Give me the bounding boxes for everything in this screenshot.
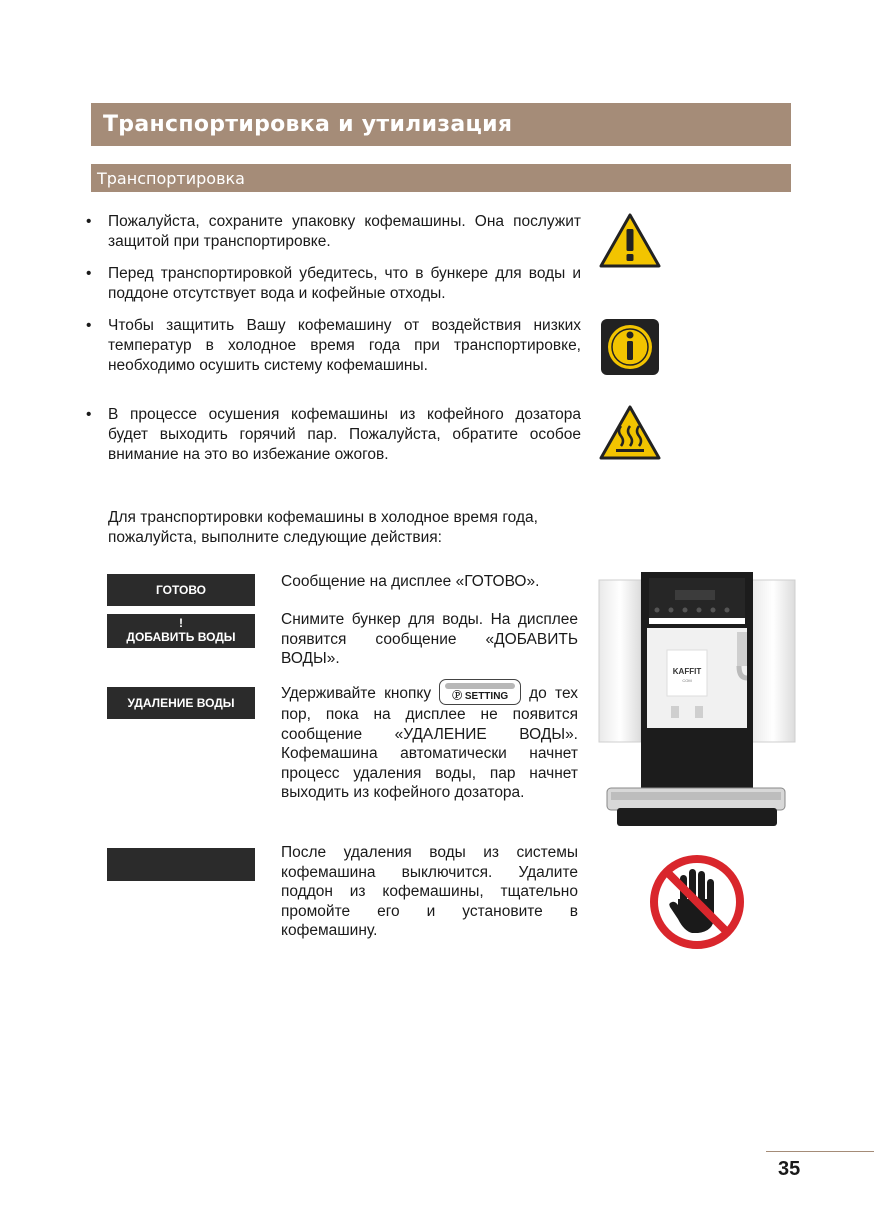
bullet-marker: • <box>86 406 92 423</box>
page-number-rule <box>766 1151 874 1152</box>
bullet-item <box>86 212 581 252</box>
info-icon <box>600 318 660 376</box>
step-4-text: После удаления воды из системы кофемашина выключится. Удалите поддон из кофемашины, тщательно промойте его и установите в кофемашину. <box>281 844 578 939</box>
intro-text: Для транспортировки кофемашины в холодное время года, пожалуйста, выполните следующие действия: <box>108 509 538 546</box>
display-remove-water: УДАЛЕНИЕ ВОДЫ <box>107 687 255 719</box>
no-touch-icon <box>648 853 746 951</box>
bullet-text: Пожалуйста, сохраните упаковку кофемашины. Она послужит защитой при транспортировке. <box>108 213 581 250</box>
step-3-before: Удерживайте кнопку <box>281 685 432 703</box>
setting-icon: Ⓟ <box>452 691 465 702</box>
bullet-marker: • <box>86 317 92 334</box>
step-2-text: Снимите бункер для воды. На дисплее появится сообщение «ДОБАВИТЬ ВОДЫ». <box>281 611 578 667</box>
section-title: Транспортировка и утилизация <box>91 103 791 146</box>
warning-icon <box>598 212 662 270</box>
display-alert-mark: ! <box>179 616 183 630</box>
bullet-item <box>86 405 581 465</box>
subsection-title: Транспортировка <box>91 164 791 192</box>
display-add-water-label: ДОБАВИТЬ ВОДЫ <box>126 630 236 644</box>
display-add-water <box>107 614 255 648</box>
bullet-text: Чтобы защитить Вашу кофемашину от воздействия низких температур в холодное время года при транспортировке, необходимо осушить систему кофемашины. <box>108 317 581 374</box>
display-ready: ГОТОВО <box>107 574 255 606</box>
hot-steam-icon <box>598 404 662 462</box>
step-1-text: Сообщение на дисплее «ГОТОВО». <box>281 573 540 590</box>
bullet-item <box>86 316 581 376</box>
step-3-after: до тех пор, пока на дисплее не появится сообщение «УДАЛЕНИЕ ВОДЫ». Кофемашина автоматически начнет процесс удаления воды, пар начнет выходить из кофейного дозатора. <box>281 685 578 801</box>
machine-brand: KAFFIT <box>672 667 702 676</box>
coffee-machine-image <box>597 570 797 830</box>
bullet-text: В процессе осушения кофемашины из кофейного дозатора будет выходить горячий пар. Пожалуйста, обратите особое внимание на это во избежание ожогов. <box>108 406 581 463</box>
bullet-item <box>86 264 581 304</box>
page-number: 35 <box>778 1158 801 1180</box>
machine-brand-sub: COM <box>682 678 692 683</box>
step-3-text <box>281 683 578 803</box>
setting-button-illustration <box>439 679 521 705</box>
bullet-marker: • <box>86 265 92 282</box>
setting-button-label: SETTING <box>464 691 509 702</box>
bullet-marker: • <box>86 213 92 230</box>
bullet-text: Перед транспортировкой убедитесь, что в бункере для воды и поддоне отсутствует вода и кофейные отходы. <box>108 265 581 302</box>
display-blank <box>107 848 255 881</box>
